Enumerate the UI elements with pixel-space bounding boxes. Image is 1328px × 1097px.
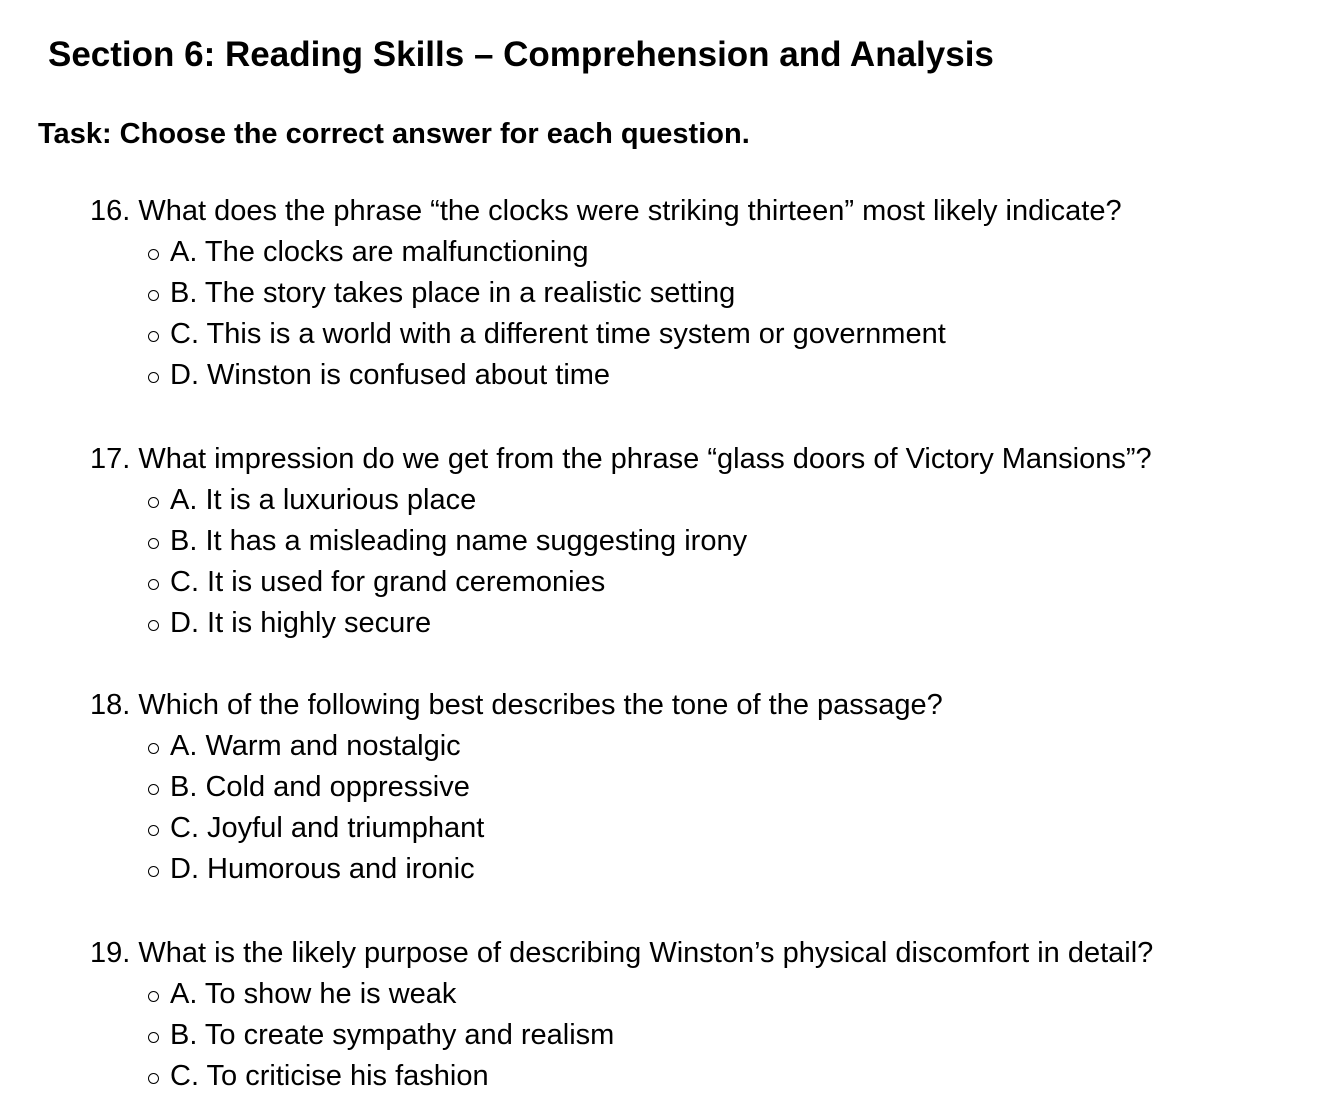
circle-bullet-icon	[148, 825, 159, 836]
question-16	[90, 191, 1122, 396]
circle-bullet-icon	[148, 249, 159, 260]
answer-option[interactable]	[148, 480, 1152, 521]
answer-option-label: A. Warm and nostalgic	[170, 730, 461, 762]
task-instruction: Task: Choose the correct answer for each question.	[38, 118, 750, 150]
circle-bullet-icon	[148, 579, 159, 590]
answer-option[interactable]	[148, 974, 1153, 1015]
circle-bullet-icon	[148, 290, 159, 301]
question-text: 17. What impression do we get from the phrase “glass doors of Victory Mansions”?	[90, 443, 1152, 475]
answer-option-label: A. To show he is weak	[170, 978, 457, 1010]
section-title: Section 6: Reading Skills – Comprehension and Analysis	[48, 35, 994, 74]
answer-options	[90, 480, 1152, 644]
answer-option-label: B. To create sympathy and realism	[170, 1019, 615, 1051]
circle-bullet-icon	[148, 372, 159, 383]
question-17	[90, 439, 1152, 644]
circle-bullet-icon	[148, 620, 159, 631]
circle-bullet-icon	[148, 1032, 159, 1043]
circle-bullet-icon	[148, 991, 159, 1002]
answer-options	[90, 232, 1122, 396]
question-19	[90, 933, 1153, 1097]
answer-option-label: B. The story takes place in a realistic setting	[170, 277, 736, 309]
answer-option-label: D. Humorous and ironic	[170, 853, 475, 885]
answer-option-label: A. The clocks are malfunctioning	[170, 236, 589, 268]
answer-option[interactable]	[148, 232, 1122, 273]
answer-option-label: B. Cold and oppressive	[170, 771, 470, 803]
answer-option[interactable]	[148, 1015, 1153, 1056]
question-18	[90, 685, 943, 890]
answer-option-label: A. It is a luxurious place	[170, 484, 477, 516]
answer-option-label: C. It is used for grand ceremonies	[170, 566, 606, 598]
answer-option-label: C. Joyful and triumphant	[170, 812, 485, 844]
question-text: 18. Which of the following best describes the tone of the passage?	[90, 689, 943, 721]
answer-option[interactable]	[148, 808, 943, 849]
question-text: 19. What is the likely purpose of describing Winston’s physical discomfort in detail?	[90, 937, 1154, 969]
answer-option-label: D. Winston is confused about time	[170, 359, 611, 391]
answer-options	[90, 974, 1153, 1097]
answer-option[interactable]	[148, 273, 1122, 314]
answer-option-label: C. To criticise his fashion	[170, 1060, 489, 1092]
question-text: 16. What does the phrase “the clocks were striking thirteen” most likely indicate?	[90, 195, 1122, 227]
answer-option[interactable]	[148, 314, 1122, 355]
circle-bullet-icon	[148, 538, 159, 549]
answer-option[interactable]	[148, 521, 1152, 562]
answer-option-label: B. It has a misleading name suggesting irony	[170, 525, 748, 557]
answer-option-label: D. It is highly secure	[170, 607, 432, 639]
circle-bullet-icon	[148, 497, 159, 508]
circle-bullet-icon	[148, 866, 159, 877]
answer-option[interactable]	[148, 562, 1152, 603]
answer-option[interactable]	[148, 849, 943, 890]
answer-option[interactable]	[148, 1056, 1153, 1097]
circle-bullet-icon	[148, 1073, 159, 1084]
answer-option[interactable]	[148, 726, 943, 767]
answer-options	[90, 726, 943, 890]
circle-bullet-icon	[148, 784, 159, 795]
answer-option[interactable]	[148, 767, 943, 808]
answer-option-label: C. This is a world with a different time system or government	[170, 318, 946, 350]
circle-bullet-icon	[148, 331, 159, 342]
answer-option[interactable]	[148, 603, 1152, 644]
answer-option[interactable]	[148, 355, 1122, 396]
circle-bullet-icon	[148, 743, 159, 754]
